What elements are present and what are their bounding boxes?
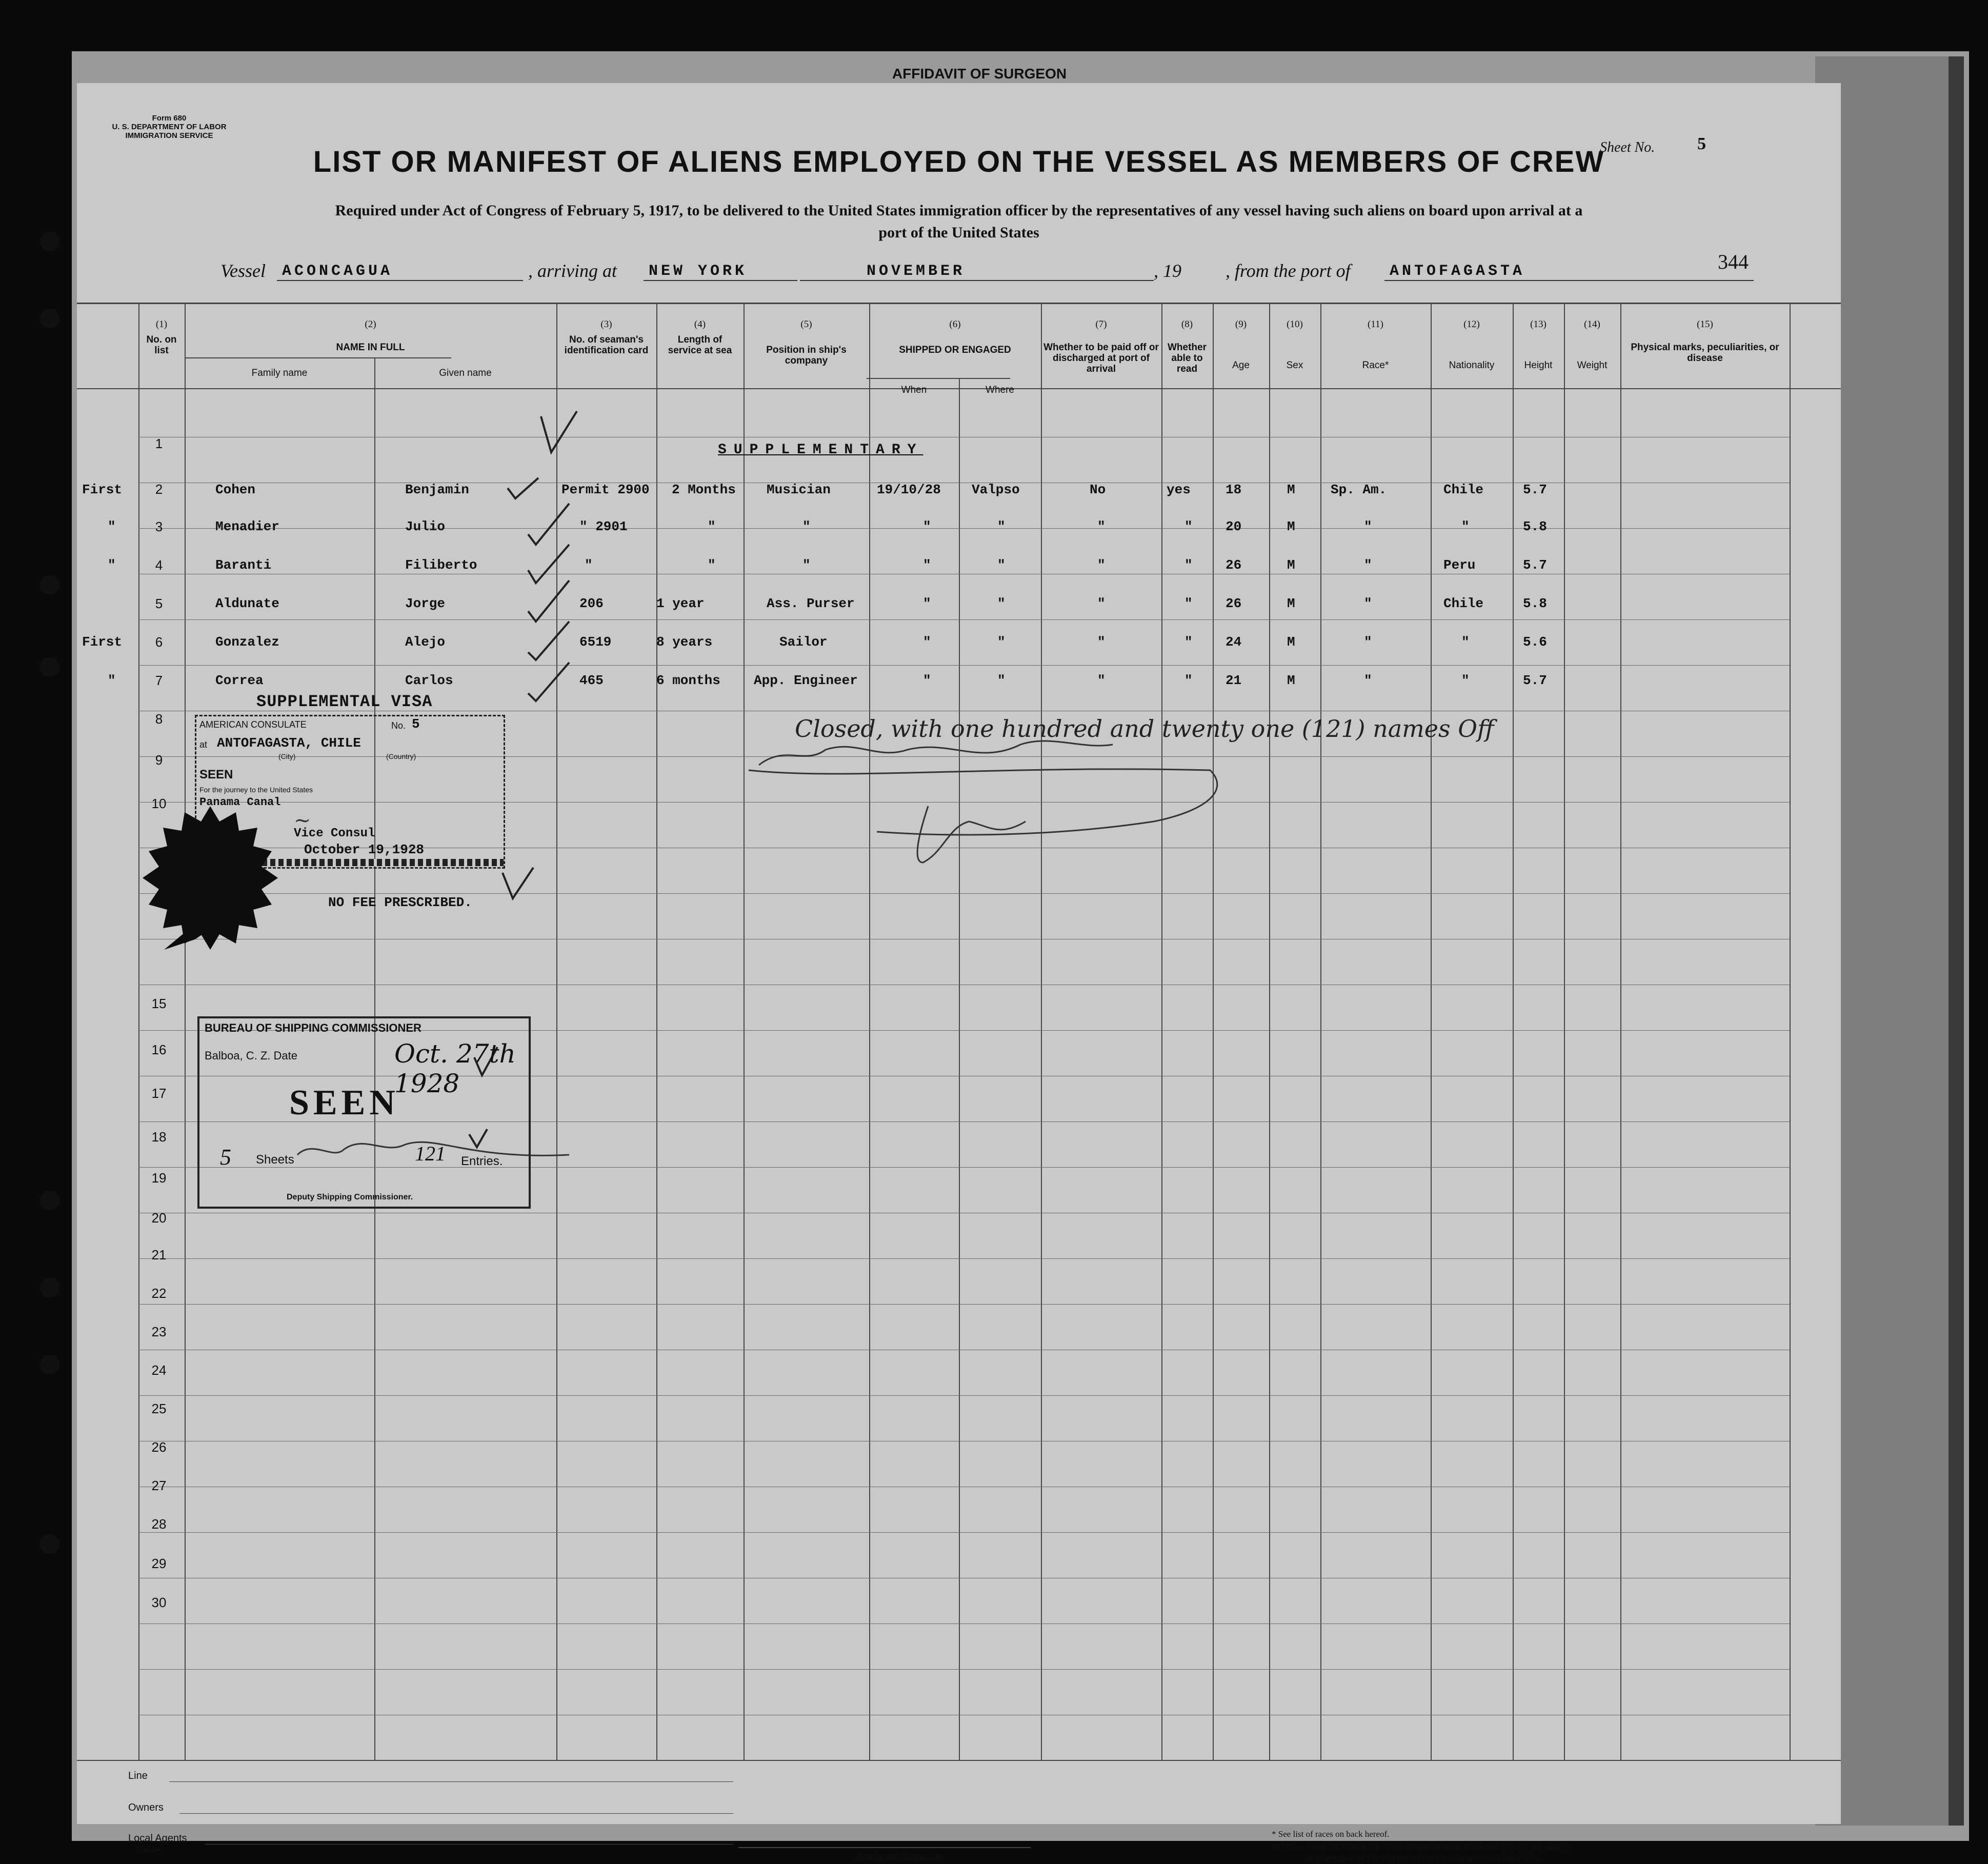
when-cell: " bbox=[923, 557, 931, 573]
age-cell: 20 bbox=[1226, 519, 1242, 534]
column-number: (7) bbox=[1095, 319, 1107, 330]
given-name-cell: Carlos bbox=[405, 673, 453, 688]
paid-off-cell: " bbox=[1097, 673, 1106, 688]
race-cell: Sp. Am. bbox=[1331, 482, 1387, 497]
sex-cell: M bbox=[1287, 519, 1295, 534]
stamp-deputy: Deputy Shipping Commissioner. bbox=[287, 1193, 413, 1201]
when-cell: " bbox=[923, 596, 931, 611]
wax-seal-icon bbox=[133, 801, 287, 955]
page-number: 344 bbox=[1718, 250, 1749, 273]
row-number: 9 bbox=[155, 752, 163, 768]
read-cell: " bbox=[1184, 557, 1193, 573]
shipping-commissioner-stamp bbox=[197, 1016, 531, 1209]
binder-hole-icon bbox=[40, 1191, 59, 1210]
nationality-cell: Peru bbox=[1443, 557, 1476, 573]
column-number: (5) bbox=[800, 319, 812, 330]
where-cell: Valpso bbox=[972, 482, 1020, 497]
id-card-cell: " 2901 bbox=[579, 519, 628, 534]
sex-cell: M bbox=[1287, 634, 1295, 650]
header-id-card: No. of seaman's identification card bbox=[564, 334, 649, 356]
column-number: (9) bbox=[1235, 319, 1247, 330]
paid-off-cell: " bbox=[1097, 634, 1106, 650]
column-number: (15) bbox=[1697, 319, 1713, 330]
id-card-cell: 465 bbox=[579, 673, 604, 688]
height-cell: 5.6 bbox=[1523, 634, 1547, 650]
from-port: ANTOFAGASTA bbox=[1384, 263, 1754, 281]
footer-line-label: Line bbox=[128, 1770, 148, 1781]
header-length-service: Length of service at sea bbox=[668, 334, 732, 356]
position-cell: Ass. Purser bbox=[767, 596, 855, 611]
column-number: (10) bbox=[1287, 319, 1303, 330]
position-cell: Musician bbox=[767, 482, 831, 497]
service-cell: 8 years bbox=[656, 634, 713, 650]
row-number: 25 bbox=[151, 1401, 167, 1416]
row-number: 19 bbox=[151, 1170, 167, 1186]
family-name-cell: Menadier bbox=[215, 519, 279, 534]
service-cell: " bbox=[708, 557, 716, 573]
column-number: (8) bbox=[1181, 319, 1193, 330]
visa-no-fee: NO FEE PRESCRIBED. bbox=[328, 895, 472, 910]
given-name-cell: Jorge bbox=[405, 596, 446, 611]
header-height: Height bbox=[1524, 360, 1553, 371]
page-subtitle-2: port of the United States bbox=[878, 224, 1039, 241]
id-card-cell: Permit 2900 bbox=[561, 482, 650, 497]
row-number: 24 bbox=[151, 1362, 167, 1378]
footer-agents-label: Local Agents bbox=[128, 1833, 187, 1844]
column-number: (14) bbox=[1584, 319, 1600, 330]
stamp-entries-value: 121 bbox=[415, 1142, 446, 1165]
footer-note-2: is punishable by a fine of ten dollars for each alien. See other side. bbox=[1308, 1854, 1539, 1863]
visa-via: Panama Canal bbox=[199, 796, 281, 809]
age-cell: 18 bbox=[1226, 482, 1242, 497]
family-name-cell: Baranti bbox=[215, 557, 272, 573]
height-cell: 5.8 bbox=[1523, 519, 1547, 534]
row-number: 20 bbox=[151, 1210, 167, 1226]
header-given-name: Given name bbox=[439, 368, 492, 378]
age-cell: 26 bbox=[1226, 557, 1242, 573]
height-cell: 5.8 bbox=[1523, 596, 1547, 611]
stamp-sheets-label: Sheets bbox=[256, 1153, 294, 1167]
paid-off-cell: No bbox=[1090, 482, 1106, 497]
position-cell: " bbox=[802, 557, 811, 573]
column-number: (1) bbox=[155, 319, 168, 330]
header-no-on-list: No. on list bbox=[146, 334, 177, 356]
column-number: (6) bbox=[949, 319, 961, 330]
inspector-label: Immigrant Inspector. bbox=[856, 1851, 942, 1862]
row-number: 10 bbox=[151, 796, 167, 811]
race-cell: " bbox=[1364, 596, 1372, 611]
service-cell: 2 Months bbox=[672, 482, 736, 497]
footer-owners-label: Owners bbox=[128, 1802, 164, 1813]
id-card-cell: 6519 bbox=[579, 634, 612, 650]
given-name-cell: Alejo bbox=[405, 634, 446, 650]
where-cell: " bbox=[997, 673, 1006, 688]
header-able-to-read: Whether able to read bbox=[1168, 342, 1207, 374]
row-number: 22 bbox=[151, 1286, 167, 1301]
binder-hole-icon bbox=[40, 1278, 59, 1297]
row-number: 17 bbox=[151, 1086, 167, 1101]
footer-owners-rule bbox=[179, 1813, 733, 1814]
page-title: LIST OR MANIFEST OF ALIENS EMPLOYED ON THE VESSEL AS MEMBERS OF CREW bbox=[313, 145, 1605, 178]
row-number: 4 bbox=[155, 557, 163, 573]
when-cell: " bbox=[923, 673, 931, 688]
row-number: 21 bbox=[151, 1247, 167, 1262]
row-number: 6 bbox=[155, 634, 163, 650]
column-number: (2) bbox=[365, 319, 376, 330]
class-cell: " bbox=[108, 519, 116, 534]
service-cell: " bbox=[708, 519, 716, 534]
race-cell: " bbox=[1364, 557, 1372, 573]
where-cell: " bbox=[997, 519, 1006, 534]
visa-title: SUPPLEMENTAL VISA bbox=[256, 692, 433, 711]
row-number: 28 bbox=[151, 1516, 167, 1532]
vessel-label: Vessel bbox=[220, 260, 266, 281]
column-number: (3) bbox=[600, 319, 612, 330]
class-cell: First bbox=[82, 634, 123, 650]
header-where: Where bbox=[986, 385, 1014, 395]
read-cell: " bbox=[1184, 519, 1193, 534]
visa-journey: For the journey to the United States bbox=[199, 786, 313, 794]
height-cell: 5.7 bbox=[1523, 482, 1547, 497]
header-physical-marks: Physical marks, peculiarities, or disease bbox=[1631, 342, 1779, 364]
where-cell: " bbox=[997, 596, 1006, 611]
row-number: 3 bbox=[155, 519, 163, 534]
where-cell: " bbox=[997, 634, 1006, 650]
header-when: When bbox=[901, 385, 927, 395]
affidavit-header: AFFIDAVIT OF SURGEON bbox=[892, 66, 1067, 82]
service-cell: 6 months bbox=[656, 673, 720, 688]
header-paid-off: Whether to be paid off or discharged at port of arrival bbox=[1043, 342, 1159, 374]
nationality-cell: " bbox=[1461, 519, 1470, 534]
binder-hole-icon bbox=[40, 1355, 59, 1374]
when-cell: " bbox=[923, 634, 931, 650]
visa-no-label: No. bbox=[391, 720, 406, 731]
sex-cell: M bbox=[1287, 596, 1295, 611]
race-cell: " bbox=[1364, 673, 1372, 688]
stamp-seen: SEEN bbox=[289, 1083, 399, 1123]
family-name-cell: Correa bbox=[215, 673, 264, 688]
check-mark-icon bbox=[508, 478, 538, 498]
read-cell: " bbox=[1184, 596, 1193, 611]
closed-note: Closed, with one hundred and twenty one (121) names Off bbox=[795, 715, 1494, 743]
manifest-page bbox=[77, 83, 1841, 1863]
visa-place: ANTOFAGASTA, CHILE bbox=[217, 735, 361, 751]
age-cell: 21 bbox=[1226, 673, 1242, 688]
footer-form-id: 14-1240 bbox=[138, 1846, 163, 1853]
nationality-cell: " bbox=[1461, 673, 1470, 688]
paid-off-cell: " bbox=[1097, 557, 1106, 573]
binder-hole-icon bbox=[40, 232, 59, 251]
when-cell: 19/10/28 bbox=[877, 482, 941, 497]
binder-hole-icon bbox=[40, 657, 59, 677]
footer-line-rule bbox=[169, 1781, 733, 1782]
sheet-number-value: 5 bbox=[1697, 134, 1706, 153]
stamp-entries-label: Entries. bbox=[461, 1154, 503, 1168]
supplementary-heading: SUPPLEMENTARY bbox=[718, 442, 923, 458]
visa-date: October 19,1928 bbox=[304, 842, 425, 857]
race-cell: " bbox=[1364, 519, 1372, 534]
row-number: 1 bbox=[155, 436, 163, 451]
class-cell: " bbox=[108, 557, 116, 573]
paid-off-cell: " bbox=[1097, 519, 1106, 534]
column-number: (12) bbox=[1463, 319, 1480, 330]
row-number: 30 bbox=[151, 1595, 167, 1610]
column-number: (4) bbox=[694, 319, 706, 330]
class-cell: First bbox=[82, 482, 123, 497]
row-number: 18 bbox=[151, 1129, 167, 1145]
row-number: 8 bbox=[155, 711, 163, 727]
when-cell: " bbox=[923, 519, 931, 534]
age-cell: 24 bbox=[1226, 634, 1242, 650]
position-cell: App. Engineer bbox=[754, 673, 858, 688]
height-cell: 5.7 bbox=[1523, 557, 1547, 573]
read-cell: " bbox=[1184, 634, 1193, 650]
column-number: (11) bbox=[1368, 319, 1383, 330]
handwriting-marks bbox=[77, 83, 1841, 1824]
visa-seen: SEEN bbox=[199, 768, 233, 781]
header-family-name: Family name bbox=[251, 368, 308, 378]
class-cell: " bbox=[108, 673, 116, 688]
footer-note-1: NOTE.—Failure to furnish full or correct information in columns (2), (5), (6), and (7) bbox=[1272, 1842, 1571, 1852]
binder-hole-icon bbox=[40, 575, 59, 595]
position-cell: Sailor bbox=[779, 634, 828, 650]
sex-cell: M bbox=[1287, 673, 1295, 688]
header-position: Position in ship's company bbox=[766, 345, 847, 366]
family-name-cell: Cohen bbox=[215, 482, 256, 497]
header-race: Race* bbox=[1362, 360, 1389, 371]
footer-agents-rule bbox=[205, 1844, 733, 1845]
read-cell: " bbox=[1184, 673, 1193, 688]
stamp-location: Balboa, C. Z. Date bbox=[205, 1049, 297, 1062]
header-shipped-engaged: SHIPPED OR ENGAGED bbox=[899, 345, 1011, 355]
given-name-cell: Filiberto bbox=[405, 557, 477, 573]
visa-at-label: at bbox=[199, 739, 208, 750]
position-cell: " bbox=[802, 519, 811, 534]
header-age: Age bbox=[1232, 360, 1250, 371]
row-number: 2 bbox=[155, 482, 163, 497]
from-label: , from the port of bbox=[1226, 260, 1351, 281]
height-cell: 5.7 bbox=[1523, 673, 1547, 688]
binder-hole-icon bbox=[40, 1534, 59, 1554]
row-number: 5 bbox=[155, 596, 163, 611]
where-cell: " bbox=[997, 557, 1006, 573]
nationality-cell: Chile bbox=[1443, 482, 1484, 497]
family-name-cell: Aldunate bbox=[215, 596, 279, 611]
age-cell: 26 bbox=[1226, 596, 1242, 611]
row-number: 16 bbox=[151, 1042, 167, 1057]
stamp-date: Oct. 27th 1928 bbox=[394, 1039, 516, 1098]
row-number: 15 bbox=[151, 996, 167, 1011]
nationality-cell: " bbox=[1461, 634, 1470, 650]
visa-country-label: (Country) bbox=[386, 752, 416, 760]
form-id: Form 680 U. S. DEPARTMENT OF LABOR IMMIGRATION SERVICE bbox=[112, 114, 227, 140]
arriving-label: , arriving at bbox=[528, 260, 617, 281]
row-number: 29 bbox=[151, 1556, 167, 1571]
header-nationality: Nationality bbox=[1449, 360, 1495, 371]
paid-off-cell: " bbox=[1097, 596, 1106, 611]
id-card-cell: " bbox=[585, 557, 593, 573]
read-cell: yes bbox=[1167, 482, 1191, 497]
inspector-signature-line bbox=[738, 1847, 1031, 1848]
arrival-date: NOVEMBER bbox=[800, 263, 1154, 281]
header-name-in-full: NAME IN FULL bbox=[336, 342, 405, 353]
id-card-cell: 206 bbox=[579, 596, 604, 611]
row-number: 26 bbox=[151, 1439, 167, 1455]
row-number: 23 bbox=[151, 1324, 167, 1339]
row-number: 27 bbox=[151, 1478, 167, 1493]
page-subtitle: Required under Act of Congress of February 5, 1917, to be delivered to the United States immigration officer by the representatives of any vessel having such aliens on board upon arrival at a bbox=[335, 202, 1583, 219]
visa-consulate: AMERICAN CONSULATE bbox=[199, 719, 307, 730]
stamp-sheets-value: 5 bbox=[220, 1145, 231, 1170]
family-name-cell: Gonzalez bbox=[215, 634, 279, 650]
stamp-bureau: BUREAU OF SHIPPING COMMISSIONER bbox=[205, 1021, 421, 1034]
given-name-cell: Benjamin bbox=[405, 482, 469, 497]
race-note: * See list of races on back hereof. bbox=[1272, 1829, 1390, 1839]
visa-no-value: 5 bbox=[412, 716, 420, 732]
check-mark-icon bbox=[541, 411, 577, 452]
race-cell: " bbox=[1364, 634, 1372, 650]
arriving-port: NEW YORK bbox=[644, 263, 797, 281]
sex-cell: M bbox=[1287, 557, 1295, 573]
nationality-cell: Chile bbox=[1443, 596, 1484, 611]
visa-title-line: Vice Consul bbox=[294, 827, 375, 840]
year-label: , 19 bbox=[1154, 260, 1181, 281]
header-weight: Weight bbox=[1577, 360, 1608, 371]
given-name-cell: Julio bbox=[405, 519, 446, 534]
vessel-name: ACONCAGUA bbox=[277, 263, 523, 281]
sex-cell: M bbox=[1287, 482, 1295, 497]
header-sex: Sex bbox=[1286, 360, 1303, 371]
visa-signature-icon: ~ bbox=[294, 809, 311, 832]
binder-hole-icon bbox=[40, 309, 59, 328]
column-number: (13) bbox=[1530, 319, 1547, 330]
sheet-number-label: Sheet No. bbox=[1600, 139, 1655, 155]
backing-sheet-shadow bbox=[1949, 56, 1964, 1826]
row-number: 7 bbox=[155, 673, 163, 688]
service-cell: 1 year bbox=[656, 596, 705, 611]
visa-city-label: (City) bbox=[278, 752, 296, 760]
